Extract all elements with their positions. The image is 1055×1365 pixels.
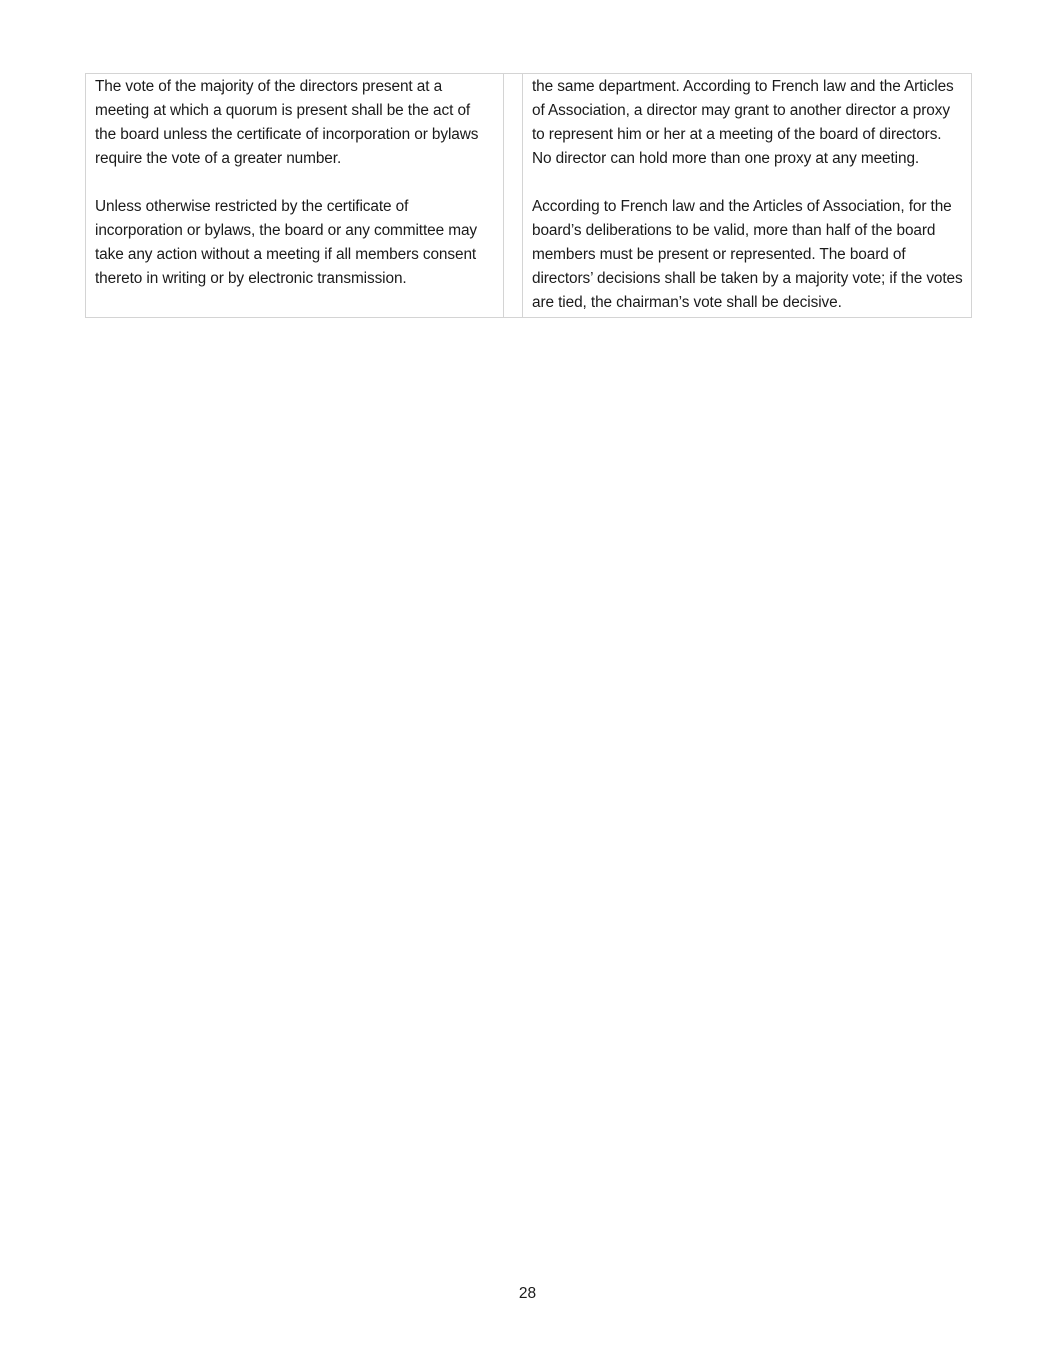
right-paragraph-deliberations: According to French law and the Articles of Association, for the board’s deliberations to be valid, more than half of the board members must be present or represented. The board of directors’ decisions shall be taken by a majority vote; if the votes are tied, the chairman’s vote shall be decisive. (532, 198, 963, 311)
left-column-cell (86, 74, 504, 318)
comparison-table (85, 73, 972, 318)
table-row (86, 74, 972, 318)
left-paragraph-quorum-vote: The vote of the majority of the directors present at a meeting at which a quorum is present shall be the act of the board unless the certificate of incorporation or bylaws require the vote of a greater number. (95, 78, 479, 167)
left-paragraph-written-consent: Unless otherwise restricted by the certificate of incorporation or bylaws, the board or any committee may take any action without a meeting if all members consent thereto in writing or by electronic transmission. (95, 198, 478, 287)
right-column-cell (523, 74, 972, 318)
spacer-column-cell (504, 74, 523, 318)
page-number: 28 (518, 1285, 537, 1302)
right-paragraph-proxy: the same department. According to French law and the Articles of Association, a director may grant to another director a proxy to represent him or her at a meeting of the board of directors. No director can hold more than one proxy at any meeting. (532, 78, 954, 167)
